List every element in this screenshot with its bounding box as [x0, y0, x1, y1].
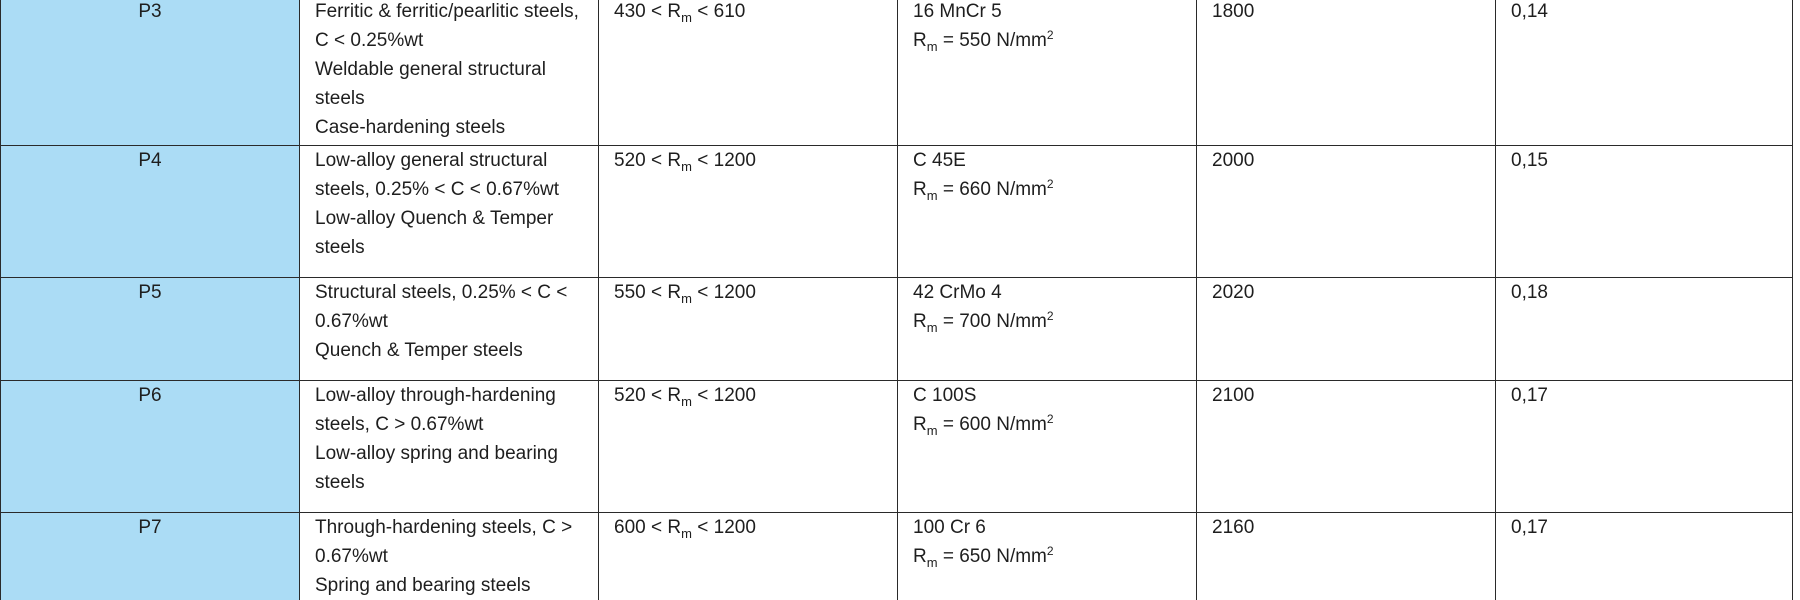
- description-line: 0.67%wt: [315, 311, 388, 332]
- rm-subscript: m: [926, 423, 938, 438]
- strength-op: <: [697, 385, 709, 406]
- value1-cell: [1197, 146, 1496, 278]
- rm-unit: N/mm: [996, 311, 1047, 332]
- value1-cell: [1197, 0, 1496, 146]
- table-row: [1, 146, 1793, 278]
- description-line: Low-alloy spring and bearing: [315, 443, 558, 464]
- group-code: P7: [138, 517, 162, 538]
- rm-symbol: R: [667, 150, 682, 171]
- description-line: steels, C > 0.67%wt: [315, 414, 484, 435]
- strength-op: <: [650, 385, 663, 406]
- strength-range-cell: [599, 0, 898, 146]
- strength-range-cell: [599, 513, 898, 600]
- material-rm-line: $R_m = 550$ $N/mm^2$: [913, 28, 1054, 54]
- description-line: Spring and bearing steels: [315, 575, 531, 596]
- strength-op: <: [697, 517, 709, 538]
- group-cell: [1, 146, 300, 278]
- description-line: Structural steels, 0.25% < C <: [315, 282, 568, 303]
- rm-subscript: m: [681, 394, 692, 409]
- strength-high: 610: [713, 1, 746, 22]
- material-rm-line: $R_m = 650$ $N/mm^2$: [913, 544, 1054, 570]
- rm-value: 600: [959, 414, 991, 435]
- strength-op: <: [697, 1, 709, 22]
- table-row: [1, 278, 1793, 381]
- strength-op: <: [650, 517, 663, 538]
- material-name: 100 Cr 6: [913, 517, 986, 538]
- material-rm-line: $R_m = 660$ $N/mm^2$: [913, 177, 1054, 203]
- strength-range-cell: [599, 381, 898, 513]
- material-rm-line: $R_m = 700$ $N/mm^2$: [913, 309, 1054, 335]
- description-line: Through-hardening steels, C >: [315, 517, 573, 538]
- value1-cell: [1197, 513, 1496, 600]
- value1: 2000: [1212, 150, 1255, 171]
- rm-subscript: m: [681, 10, 692, 25]
- description-line: Low-alloy general structural: [315, 150, 548, 171]
- rm-symbol: R: [913, 414, 927, 435]
- group-code: P6: [138, 385, 162, 406]
- description-cell: [300, 381, 599, 513]
- description-cell: [300, 0, 599, 146]
- rm-subscript: m: [926, 555, 938, 570]
- table-row: [1, 381, 1793, 513]
- rm-unit-exponent: 2: [1046, 177, 1054, 191]
- material-cell: [898, 381, 1197, 513]
- group-code: P5: [138, 282, 162, 303]
- group-cell: [1, 278, 300, 381]
- group-code: P4: [138, 150, 162, 171]
- description-line: Case-hardening steels: [315, 117, 506, 138]
- material-cell: [898, 146, 1197, 278]
- value2: 0,17: [1511, 517, 1548, 538]
- group-code: P3: [138, 1, 162, 22]
- rm-symbol: R: [913, 30, 927, 51]
- group-cell: [1, 513, 300, 600]
- rm-unit: N/mm: [996, 30, 1047, 51]
- rm-value: 660: [959, 179, 991, 200]
- rm-value: 700: [959, 311, 991, 332]
- strength-op: <: [650, 150, 663, 171]
- strength-low: 550: [614, 282, 646, 303]
- rm-unit-exponent: 2: [1046, 309, 1054, 323]
- strength-op: <: [650, 282, 663, 303]
- value2: 0,17: [1511, 385, 1548, 406]
- value2-cell: [1496, 278, 1793, 381]
- value2: 0,14: [1511, 1, 1548, 22]
- material-table-body: [1, 0, 1793, 600]
- rm-subscript: m: [681, 526, 692, 541]
- description-line: Low-alloy Quench & Temper: [315, 208, 554, 229]
- description-line: Low-alloy through-hardening: [315, 385, 556, 406]
- value2-cell: [1496, 513, 1793, 600]
- strength-low: 520: [614, 150, 646, 171]
- description-line: C < 0.25%wt: [315, 30, 424, 51]
- rm-unit-exponent: 2: [1046, 412, 1054, 426]
- value1: 2020: [1212, 282, 1255, 303]
- description-line: steels: [315, 472, 365, 493]
- rm-symbol: R: [667, 385, 682, 406]
- value1: 2100: [1212, 385, 1255, 406]
- rm-subscript: m: [681, 159, 692, 174]
- group-cell: [1, 0, 300, 146]
- strength-op: <: [697, 282, 709, 303]
- description-line: steels: [315, 237, 365, 258]
- rm-symbol: R: [913, 546, 927, 567]
- rm-unit-exponent: 2: [1046, 28, 1054, 42]
- description-line: Ferritic & ferritic/pearlitic steels,: [315, 1, 579, 22]
- material-rm-line: $R_m = 600$ $N/mm^2$: [913, 412, 1054, 438]
- description-cell: [300, 146, 599, 278]
- strength-high: 1200: [713, 150, 756, 171]
- rm-symbol: R: [913, 311, 927, 332]
- material-cell: [898, 0, 1197, 146]
- rm-subscript: m: [926, 320, 938, 335]
- rm-subscript: m: [926, 188, 938, 203]
- rm-unit: N/mm: [996, 546, 1047, 567]
- group-cell: [1, 381, 300, 513]
- description-line: 0.67%wt: [315, 546, 388, 567]
- value1-cell: [1197, 381, 1496, 513]
- material-name: C 45E: [913, 150, 966, 171]
- value1: 2160: [1212, 517, 1255, 538]
- rm-value: 550: [959, 30, 991, 51]
- rm-symbol: R: [667, 282, 682, 303]
- strength-low: 520: [614, 385, 646, 406]
- description-line: Weldable general structural: [315, 59, 546, 80]
- value2: 0,18: [1511, 282, 1548, 303]
- description-line: Quench & Temper steels: [315, 340, 523, 361]
- material-cell: [898, 513, 1197, 600]
- value2: 0,15: [1511, 150, 1548, 171]
- strength-op: <: [697, 150, 709, 171]
- value1-cell: [1197, 278, 1496, 381]
- rm-symbol: R: [667, 1, 682, 22]
- value1: 1800: [1212, 1, 1255, 22]
- rm-unit: N/mm: [996, 179, 1047, 200]
- description-cell: [300, 278, 599, 381]
- material-cell: [898, 278, 1197, 381]
- rm-subscript: m: [681, 291, 692, 306]
- material-name: C 100S: [913, 385, 977, 406]
- strength-range-cell: [599, 146, 898, 278]
- material-name: 16 MnCr 5: [913, 1, 1002, 22]
- strength-low: 600: [614, 517, 646, 538]
- value2-cell: [1496, 0, 1793, 146]
- rm-unit: N/mm: [996, 414, 1047, 435]
- table-row: [1, 0, 1793, 146]
- strength-high: 1200: [713, 282, 756, 303]
- value2-cell: [1496, 381, 1793, 513]
- strength-high: 1200: [713, 385, 756, 406]
- strength-op: <: [650, 1, 663, 22]
- strength-low: 430: [614, 1, 646, 22]
- rm-subscript: m: [926, 39, 938, 54]
- strength-high: 1200: [713, 517, 756, 538]
- description-line: steels: [315, 88, 365, 109]
- rm-symbol: R: [667, 517, 682, 538]
- rm-symbol: R: [913, 179, 927, 200]
- description-cell: [300, 513, 599, 600]
- rm-value: 650: [959, 546, 991, 567]
- value2-cell: [1496, 146, 1793, 278]
- description-line: steels, 0.25% < C < 0.67%wt: [315, 179, 559, 200]
- strength-range-cell: [599, 278, 898, 381]
- rm-unit-exponent: 2: [1046, 544, 1054, 558]
- material-name: 42 CrMo 4: [913, 282, 1002, 303]
- table-row: [1, 513, 1793, 600]
